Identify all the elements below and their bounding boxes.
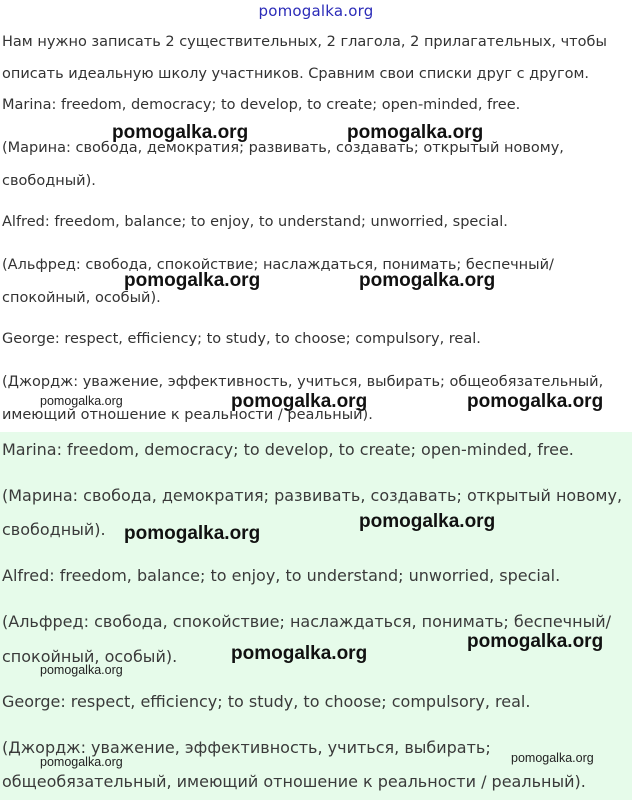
site-header-link[interactable]: pomogalka.org xyxy=(258,2,374,20)
george-list-ru-2: имеющий отношение к реальности / реальный). xyxy=(2,407,373,423)
watermark: pomogalka.org xyxy=(40,755,123,769)
task-line-2: описать идеальную школу участников. Сравним свои списки друг с другом. xyxy=(2,66,590,82)
watermark: pomogalka.org xyxy=(124,523,261,544)
watermark: pomogalka.org xyxy=(359,511,496,532)
marina-list-en: Marina: freedom, democracy; to develop, to create; open-minded, free. xyxy=(2,97,521,113)
watermark: pomogalka.org xyxy=(231,391,368,412)
answer-alfred-ru-2: спокойный, особый). xyxy=(2,647,178,666)
watermark: pomogalka.org xyxy=(347,122,484,143)
alfred-list-en: Alfred: freedom, balance; to enjoy, to understand; unworried, special. xyxy=(2,214,508,230)
watermark: pomogalka.org xyxy=(112,122,249,143)
watermark: pomogalka.org xyxy=(40,394,123,408)
watermark: pomogalka.org xyxy=(467,391,604,412)
george-list-ru-1: (Джордж: уважение, эффективность, учиться, выбирать; общеобязательный, xyxy=(2,374,604,390)
answer-alfred-en: Alfred: freedom, balance; to enjoy, to understand; unworried, special. xyxy=(2,566,561,585)
answer-george-en: George: respect, efficiency; to study, to choose; compulsory, real. xyxy=(2,692,531,711)
alfred-list-ru-2: спокойный, особый). xyxy=(2,290,161,306)
answer-marina-ru-2: свободный). xyxy=(2,520,106,539)
george-list-en: George: respect, efficiency; to study, to choose; compulsory, real. xyxy=(2,331,481,347)
marina-list-ru-1: (Марина: свобода, демократия; развивать, создавать; открытый новому, xyxy=(2,140,564,156)
answer-marina-en: Marina: freedom, democracy; to develop, to create; open-minded, free. xyxy=(2,440,574,459)
answer-george-ru-1: (Джордж: уважение, эффективность, учиться, выбирать; xyxy=(2,738,491,757)
watermark: pomogalka.org xyxy=(231,643,368,664)
watermark: pomogalka.org xyxy=(124,270,261,291)
answer-alfred-ru-1: (Альфред: свобода, спокойствие; наслаждаться, понимать; беспечный/ xyxy=(2,612,612,631)
marina-list-ru-2: свободный). xyxy=(2,173,96,189)
alfred-list-ru-1: (Альфред: свобода, спокойствие; наслаждаться, понимать; беспечный/ xyxy=(2,257,554,273)
watermark: pomogalka.org xyxy=(467,631,604,652)
task-line-1: Нам нужно записать 2 существительных, 2 глагола, 2 прилагательных, чтобы xyxy=(2,34,607,50)
answer-george-ru-2: общеобязательный, имеющий отношение к реальности / реальный). xyxy=(2,772,586,791)
watermark: pomogalka.org xyxy=(359,270,496,291)
watermark: pomogalka.org xyxy=(511,751,594,765)
watermark: pomogalka.org xyxy=(40,663,123,677)
answer-marina-ru-1: (Марина: свобода, демократия; развивать, создавать; открытый новому, xyxy=(2,486,623,505)
